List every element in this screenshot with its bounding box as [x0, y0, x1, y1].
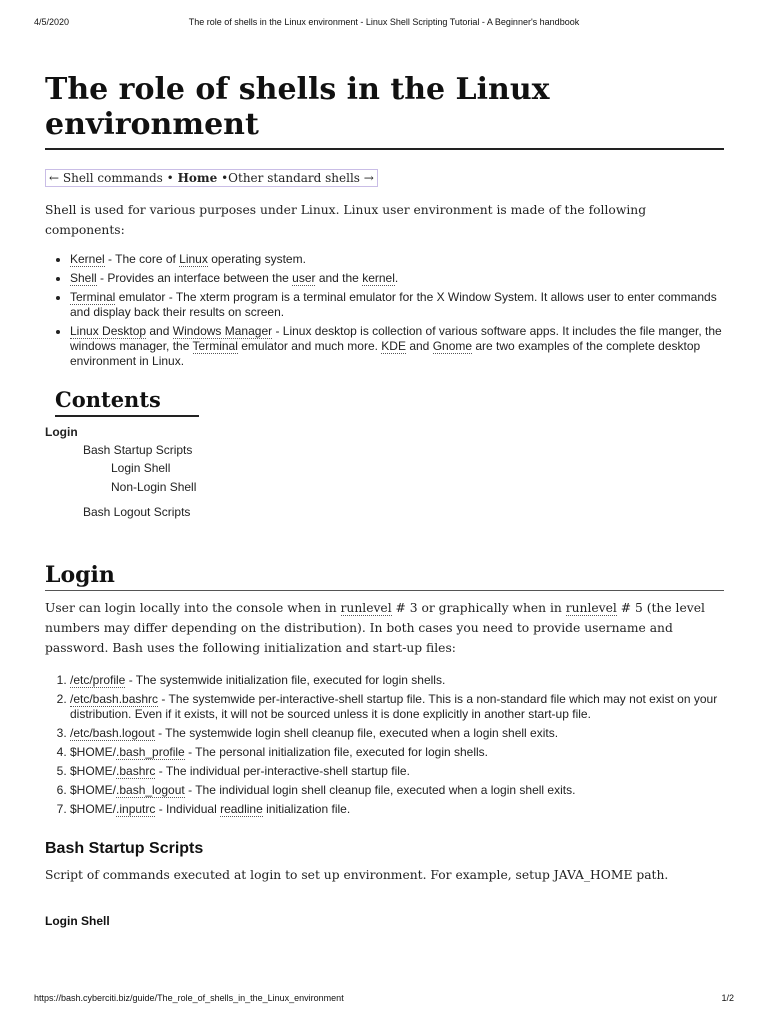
list-item — [70, 783, 724, 798]
article — [45, 72, 724, 928]
print-page-title: The role of shells in the Linux environment - Linux Shell Scripting Tutorial - A Beginner's handbook — [188, 17, 580, 27]
shell-link[interactable]: Shell — [70, 271, 97, 285]
intro-paragraph: Shell is used for various purposes under Linux. Linux user environment is made of the following components: — [45, 203, 647, 237]
next-link[interactable]: Other standard shells → — [228, 171, 374, 185]
list-item — [70, 745, 724, 760]
toc-list — [45, 423, 724, 519]
list-item — [70, 764, 724, 779]
list-text: operating system. — [207, 252, 306, 266]
list-text: - The individual login shell cleanup file, executed when a login shell exits. — [184, 783, 576, 797]
toc-item-non-login-shell[interactable]: Non-Login Shell — [111, 480, 197, 494]
bash-logout-link[interactable]: .bash_logout — [116, 783, 185, 797]
para-text: # 3 or graphically when in — [391, 601, 566, 615]
list-item — [70, 271, 724, 286]
user-link[interactable]: user — [292, 271, 316, 285]
file-prefix: $HOME/ — [70, 745, 117, 759]
bash-startup-paragraph: Script of commands executed at login to set up environment. For example, setup JAVA_HOME path. — [45, 868, 669, 882]
terminal-link[interactable]: Terminal — [70, 290, 116, 304]
list-text: and — [146, 324, 173, 338]
login-heading: Login — [45, 562, 724, 591]
login-paragraph — [45, 598, 724, 658]
contents-heading: Contents — [55, 387, 199, 417]
list-text: - Provides an interface between the — [96, 271, 293, 285]
nav-separator: • — [221, 171, 229, 185]
nav-breadcrumb — [45, 169, 378, 187]
login-shell-heading: Login Shell — [45, 914, 110, 928]
list-text: - The systemwide login shell cleanup file, executed when a login shell exits. — [154, 726, 559, 740]
list-text: are two examples of the complete desktop environment in Linux. — [70, 339, 701, 368]
components-list — [45, 252, 724, 369]
list-text: and the — [315, 271, 363, 285]
print-page-number: 1/2 — [721, 993, 734, 1003]
etc-profile-link[interactable]: /etc/profile — [70, 673, 126, 687]
list-item — [70, 290, 724, 320]
linux-link[interactable]: Linux — [179, 252, 208, 266]
list-text: - The systemwide initialization file, executed for login shells. — [125, 673, 446, 687]
list-item — [70, 692, 724, 722]
kde-link[interactable]: KDE — [381, 339, 406, 353]
list-item — [70, 252, 724, 267]
file-prefix: $HOME/ — [70, 764, 117, 778]
nav-separator: • — [166, 171, 174, 185]
list-text: - The individual per-interactive-shell startup file. — [155, 764, 410, 778]
runlevel-link[interactable]: runlevel — [340, 601, 392, 615]
list-item — [70, 802, 724, 817]
home-link[interactable]: Home — [177, 171, 218, 185]
etc-bash-bashrc-link[interactable]: /etc/bash.bashrc — [70, 692, 159, 706]
toc-item-login[interactable]: Login — [45, 425, 78, 439]
file-prefix: $HOME/ — [70, 783, 117, 797]
list-text: - The core of — [104, 252, 180, 266]
list-text: emulator - The xterm program is a terminal emulator for the X Window System. It allows user to enter commands and display back their results on screen. — [70, 290, 717, 319]
list-text: - The personal initialization file, executed for login shells. — [184, 745, 489, 759]
toc-item-bash-logout-scripts[interactable]: Bash Logout Scripts — [83, 505, 191, 519]
print-header — [0, 17, 768, 31]
toc-item-bash-startup-scripts[interactable]: Bash Startup Scripts — [83, 443, 193, 457]
gnome-link[interactable]: Gnome — [432, 339, 473, 353]
linux-desktop-link[interactable]: Linux Desktop — [70, 324, 147, 338]
list-text: - Linux desktop is collection of various software apps. It includes the file manger, the windows manager, the — [70, 324, 722, 353]
readline-link[interactable]: readline — [220, 802, 263, 816]
file-prefix: $HOME/ — [70, 802, 117, 816]
list-text: emulator and much more. — [237, 339, 382, 353]
list-item — [70, 324, 724, 369]
table-of-contents — [45, 387, 724, 519]
print-date: 4/5/2020 — [34, 17, 70, 27]
page-title: The role of shells in the Linux environment — [45, 72, 724, 150]
bash-profile-link[interactable]: .bash_profile — [116, 745, 185, 759]
runlevel-link-2[interactable]: runlevel — [565, 601, 617, 615]
list-text: initialization file. — [262, 802, 351, 816]
list-text: and — [405, 339, 433, 353]
prev-link[interactable]: ← Shell commands — [49, 171, 163, 185]
toc-item-login-shell[interactable]: Login Shell — [111, 461, 171, 475]
inputrc-link[interactable]: .inputrc — [116, 802, 156, 816]
kernel-link-2[interactable]: kernel — [362, 271, 395, 285]
windows-manager-link[interactable]: Windows Manager — [172, 324, 273, 338]
bash-startup-heading: Bash Startup Scripts — [45, 840, 204, 857]
terminal-link-2[interactable]: Terminal — [192, 339, 238, 353]
bashrc-link[interactable]: .bashrc — [116, 764, 156, 778]
para-text: # 5 (the level numbers may differ depending on the distribution). In both cases you need to provide username and password. Bash uses the following initialization and start-up files: — [45, 601, 705, 655]
list-text: - Individual — [155, 802, 221, 816]
list-text: - The systemwide per-interactive-shell startup file. This is a non-standard file which may not exist on your distribution. Even if it exists, it will not be sourced unless it is done explicitly in another start-up file. — [70, 692, 718, 721]
list-text: . — [394, 271, 399, 285]
etc-bash-logout-link[interactable]: /etc/bash.logout — [70, 726, 155, 740]
kernel-link[interactable]: Kernel — [70, 252, 105, 266]
startup-files-list — [45, 673, 724, 817]
para-text: User can login locally into the console when in — [45, 601, 341, 615]
print-url: https://bash.cyberciti.biz/guide/The_role_of_shells_in_the_Linux_environment — [34, 993, 344, 1003]
list-item — [70, 726, 724, 741]
list-item — [70, 673, 724, 688]
